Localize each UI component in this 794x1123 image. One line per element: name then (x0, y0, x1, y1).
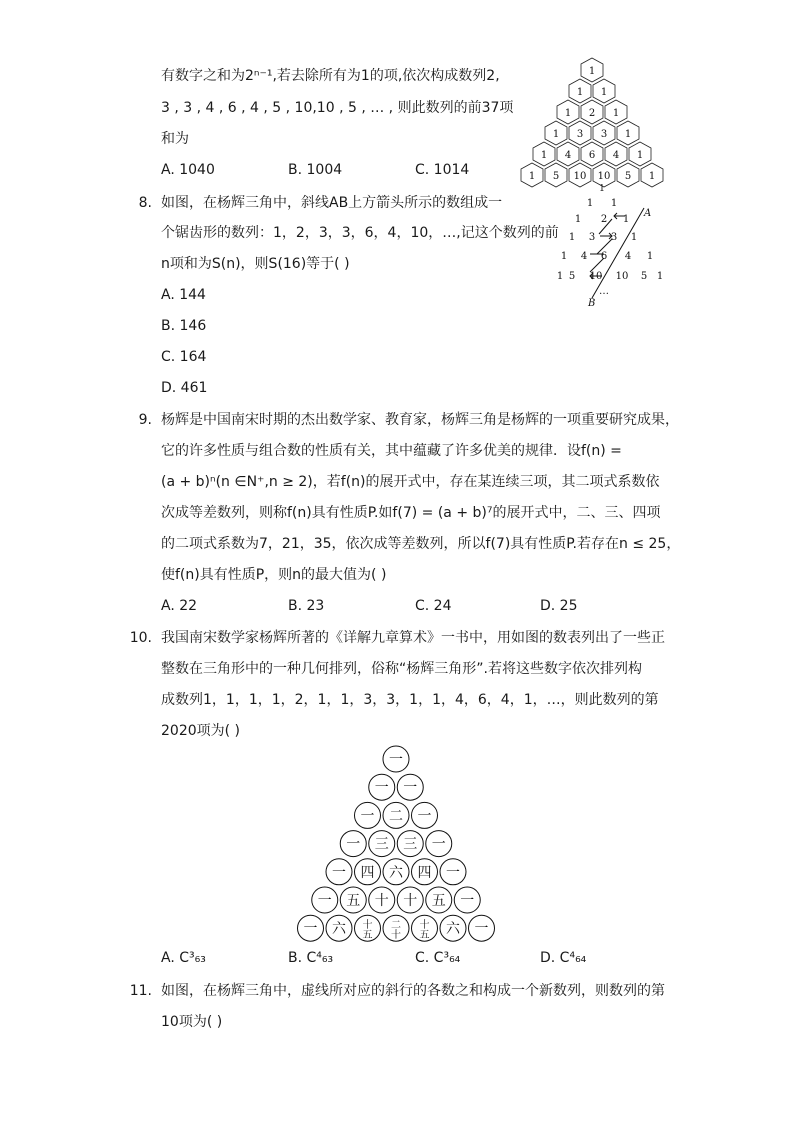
saw-cell-value: 1 (610, 198, 618, 209)
q9-line-4: 次成等差数列，则称f(n)具有性质P.如f(7) = (a + b)⁷的展开式中，二、三、四项 (161, 505, 661, 521)
saw-cell-value: 5 (640, 271, 648, 282)
circle-cell-value: 一 (332, 864, 346, 881)
label-b: B (588, 298, 596, 309)
q10-line-2: 整数在三角形中的一种几何排列，俗称“杨辉三角形”.若将这些数字依次排列构 (161, 661, 642, 677)
saw-cell-value: 10 (615, 271, 629, 282)
saw-cell-value: 1 (574, 214, 582, 225)
circle-cell-value: 六 (332, 921, 346, 938)
hex-cell-value: 1 (612, 108, 620, 119)
circle-cell-value: 十五 (419, 920, 430, 942)
q8-line-1: 如图，在杨辉三角中，斜线AB上方箭头所示的数组成一 (161, 195, 503, 211)
q10-line-3: 成数列1，1，1，1，2，1，1，3，3，1，1，4，6，4，1，…，则此数列的第 (161, 692, 659, 708)
hex-cell-value: 10 (573, 171, 587, 182)
hex-cell-value: 10 (597, 171, 611, 182)
sawtooth-arrows (590, 213, 625, 279)
q11-line-1: 如图，在杨辉三角中，虚线所对应的斜行的各数之和构成一个新数列，则数列的第 (161, 983, 665, 999)
circle-cell-value: 十 (403, 893, 418, 909)
hex-cell-value: 1 (540, 150, 548, 161)
q8-line-3: n项和为S(n)，则S(16)等于( ) (161, 256, 350, 272)
saw-cell-value: 1 (586, 198, 594, 209)
q11-number: 11. (129, 983, 152, 999)
circle-cell-value: 一 (374, 780, 389, 797)
circle-cell-value: 三 (403, 836, 418, 853)
saw-cell-value: 5 (568, 271, 576, 282)
circle-cell-value: 二十 (391, 920, 401, 942)
circle-cell-value: 三 (374, 836, 389, 853)
q9-number: 9. (138, 412, 152, 428)
q9-line-2: 它的许多性质与组合数的性质有关，其中蕴藏了许多优美的规律．设f(n) = (161, 443, 622, 459)
circle-cell-value: 一 (389, 752, 403, 768)
q10-line-1: 我国南宋数学家杨辉所著的《详解九章算术》一书中，用如图的数表列出了一些正 (161, 630, 665, 646)
ab-diagonal-line (589, 208, 644, 298)
hex-cell-value: 1 (588, 66, 596, 77)
q10-option-c[interactable]: C. C³₆₄ (415, 950, 461, 966)
circle-cell-value: 四 (417, 864, 432, 881)
q9-option-c[interactable]: C. 24 (415, 598, 452, 614)
circle-cell-value: 四 (360, 864, 375, 881)
circle-cell-value: 五 (431, 893, 446, 909)
q10-option-b[interactable]: B. C⁴₆₃ (288, 950, 334, 966)
q8-option-d[interactable]: D. 461 (161, 380, 208, 396)
circle-cell-value: 一 (417, 808, 432, 825)
saw-cell-value: 1 (568, 232, 576, 243)
saw-cell-value: 6 (600, 251, 608, 262)
hex-cell-value: 4 (612, 150, 620, 161)
circle-cell-value: 一 (431, 836, 446, 853)
saw-cell-value: 1 (646, 251, 654, 262)
q7-option-a[interactable]: A. 1040 (161, 162, 215, 178)
circle-cell-value: 一 (303, 921, 318, 938)
q7-line-2: 3 , 3 , 4 , 6 , 4 , 5 , 10,10 , 5 , … , 则此数列的前37项 (161, 100, 514, 116)
sawtooth-pascal-figure (552, 196, 662, 308)
circle-cell-value: 一 (460, 893, 475, 909)
hex-cell-value: 3 (576, 129, 584, 140)
q9-line-6: 使f(n)具有性质P，则n的最大值为( ) (161, 567, 387, 583)
hex-cell-value: 1 (636, 150, 644, 161)
circle-cell-value: 五 (346, 893, 361, 909)
q7-line-3: 和为 (161, 131, 189, 147)
circle-cell-value: 十五 (362, 920, 373, 942)
saw-cell-value: 2 (600, 214, 608, 225)
hex-cell-value: 2 (588, 108, 596, 119)
saw-cell-value: 4 (580, 251, 588, 262)
saw-cell-value: 1 (656, 271, 664, 282)
q9-option-a[interactable]: A. 22 (161, 598, 198, 614)
q8-option-a[interactable]: A. 144 (161, 287, 206, 303)
saw-cell-value: 3 (588, 232, 596, 243)
circle-cell-value: 一 (446, 864, 460, 881)
q9-line-3: (a + b)ⁿ(n ∈N⁺,n ≥ 2)，若f(n)的展开式中，存在某连续三项，其二项式系数依 (161, 474, 660, 490)
circle-cell-value: 二 (389, 808, 403, 825)
q9-line-1: 杨辉是中国南宋时期的杰出数学家、教育家，杨辉三角是杨辉的一项重要研究成果， (161, 412, 679, 428)
hex-cut-label: 1 (599, 184, 605, 194)
saw-cell-value: 1 (556, 271, 564, 282)
hex-cell-value: 1 (576, 87, 584, 98)
q9-option-d[interactable]: D. 25 (540, 598, 578, 614)
hex-cell-value: 3 (600, 129, 608, 140)
hex-cell-value: 1 (624, 129, 632, 140)
q7-option-c[interactable]: C. 1014 (415, 162, 470, 178)
label-a: A (644, 208, 652, 219)
hex-cell-value: 1 (528, 171, 536, 182)
q11-line-2: 10项为( ) (161, 1014, 223, 1030)
circle-cell-value: 六 (389, 864, 403, 881)
q8-number: 8. (138, 195, 152, 211)
q7-option-b[interactable]: B. 1004 (288, 162, 343, 178)
q10-option-a[interactable]: A. C³₆₃ (161, 950, 206, 966)
q9-option-b[interactable]: B. 23 (288, 598, 325, 614)
ellipsis-dots: … (599, 286, 609, 297)
circle-cell-value: 十 (374, 893, 389, 909)
q10-option-d[interactable]: D. C⁴₆₄ (540, 950, 587, 966)
circle-cell-value: 一 (346, 836, 361, 853)
q8-option-c[interactable]: C. 164 (161, 349, 207, 365)
saw-cell-value: 1 (560, 251, 568, 262)
hexagon-pascal-figure (512, 58, 664, 198)
q10-line-4: 2020项为( ) (161, 723, 241, 739)
hex-cell-value: 1 (600, 87, 608, 98)
q9-line-5: 的二项式系数为7，21，35，依次成等差数列，所以f(7)具有性质P.若存在n ≤ 25， (161, 536, 681, 552)
circle-cell-value: 一 (360, 808, 375, 825)
saw-cell-value: 1 (622, 214, 630, 225)
q8-option-b[interactable]: B. 146 (161, 318, 207, 334)
hex-cell-value: 6 (588, 150, 596, 161)
circle-cell-value: 一 (403, 780, 418, 797)
saw-cell-value: 4 (624, 251, 632, 262)
hex-cell-value: 1 (648, 171, 656, 182)
q7-line-1: 有数字之和为2ⁿ⁻¹,若去除所有为1的项,依次构成数列2, (161, 68, 500, 84)
hex-cell-value: 5 (552, 171, 560, 182)
circle-pascal-figure (290, 744, 502, 942)
q10-number: 10. (129, 630, 152, 646)
q8-line-2: 个锯齿形的数列：1，2，3，3，6，4，10，…,记这个数列的前 (161, 225, 559, 241)
hex-cell-value: 4 (564, 150, 572, 161)
hex-cell-value: 5 (624, 171, 632, 182)
hex-cell-value: 1 (564, 108, 572, 119)
saw-cell-value: 10 (589, 271, 603, 282)
saw-cell-value: 3 (610, 232, 618, 243)
saw-cell-value: 1 (630, 232, 638, 243)
circle-cell-value: 六 (446, 921, 460, 938)
hex-cell-value: 1 (552, 129, 560, 140)
circle-cell-value: 一 (317, 893, 332, 909)
circle-cell-value: 一 (474, 921, 489, 938)
